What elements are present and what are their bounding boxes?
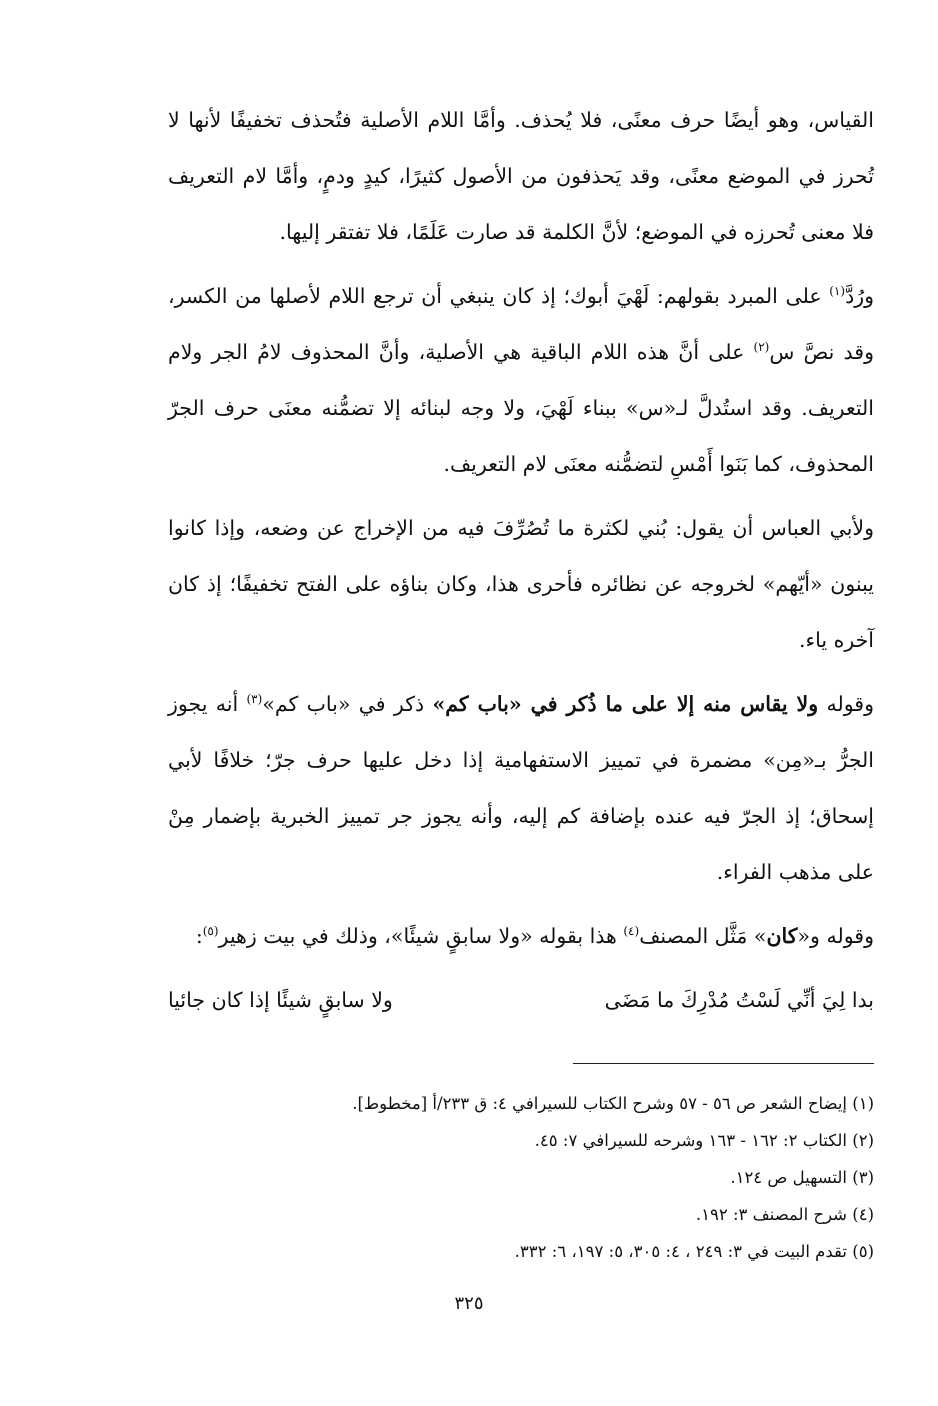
page-number: ٣٢٥ bbox=[454, 1293, 484, 1314]
paragraph-2-mid: على المبرد بقولهم: لَهْيَ أبوك؛ إذ كان ينبغي أن ترجع اللام لأصلها من الكسر، وقد نصَّ س bbox=[168, 284, 874, 364]
paragraph-2 bbox=[168, 268, 874, 492]
footnote-ref-1[interactable]: (١) bbox=[829, 284, 846, 299]
paragraph-1: القياس، وهو أيضًا حرف معنًى، فلا يُحذف. وأمَّا اللام الأصلية فتُحذف تخفيفًا لأنها لا تُحرز في الموضع معنًى، وقد يَحذفون من الأصول كثيرًا، كيدٍ ودمٍ، وأمَّا لام التعريف فلا معنى تُحرزه في الموضع؛ لأنَّ الكلمة قد صارت عَلَمًا، فلا تفتقر إليها. bbox=[168, 108, 874, 244]
verse-second-hemistich: ولا سابقٍ شيئًا إذا كان جائيا bbox=[168, 988, 393, 1012]
footnote-ref-5[interactable]: (٥) bbox=[202, 924, 219, 939]
paragraph-5-start: وقوله و« bbox=[797, 924, 874, 948]
footnote-separator bbox=[573, 1063, 874, 1064]
footnote-ref-3[interactable]: (٣) bbox=[246, 692, 263, 707]
paragraph-4-start: وقوله bbox=[818, 692, 875, 716]
footnote-4: (٤) شرح المصنف ٣: ١٩٢. bbox=[695, 1205, 874, 1224]
footnote-3: (٣) التسهيل ص ١٢٤. bbox=[730, 1168, 874, 1187]
paragraph-2-start: ورُدَّ bbox=[845, 284, 874, 308]
paragraph-5-mid1: » مَثَّل المصنف bbox=[639, 924, 767, 948]
paragraph-4-rest: أنه يجوز الجرُّ بـ«مِن» مضمرة في تمييز الاستفهامية إذا دخل عليها حرف جرّ؛ خلافًا لأبي إسحاق؛ إذ الجرّ فيه عنده بإضافة كم إليه، وأنه يجوز جر تمييز الخبرية بإضمار مِنْ على مذهب الفراء. bbox=[168, 692, 874, 884]
footnote-5: (٥) تقدم البيت في ٣: ٢٤٩ ، ٤: ٣٠٥، ٥: ١٩٧، ٦: ٣٣٢. bbox=[514, 1242, 874, 1261]
paragraph-4-quote: ولا يقاس منه إلا على ما ذُكر في «باب كم» bbox=[432, 692, 819, 716]
paragraph-2-rest: على أنَّ هذه اللام الباقية هي الأصلية، وأنَّ المحذوف لامُ الجر ولام التعريف. وقد استُدلَّ لـ«س» ببناء لَهْيَ، ولا وجه لبنائه إلا تضمُّنه معنَى حرف الجرّ المحذوف، كما بَنَوا أَمْسِ لتضمُّنه معنَى لام التعريف. bbox=[168, 340, 874, 476]
paragraph-4 bbox=[168, 676, 874, 900]
footnotes bbox=[168, 1085, 874, 1270]
poetry-verse bbox=[168, 972, 874, 1028]
verse-first-hemistich: بدا لِيَ أنِّي لَسْتُ مُدْرِكَ ما مَضَى bbox=[604, 988, 874, 1012]
paragraph-5-mid2: هذا بقوله «ولا سابقٍ شيئًا»، وذلك في بيت زهير bbox=[218, 924, 624, 948]
paragraph-4-mid: ذكر في «باب كم» bbox=[262, 692, 433, 716]
footnote-1: (١) إيضاح الشعر ص ٥٦ - ٥٧ وشرح الكتاب للسيرافي ٤: ق ٢٣٣/أ [مخطوط]. bbox=[352, 1094, 874, 1113]
footnote-ref-4[interactable]: (٤) bbox=[623, 924, 640, 939]
footnote-ref-2[interactable]: (٢) bbox=[753, 340, 770, 355]
paragraph-3: ولأبي العباس أن يقول: بُني لكثرة ما تُصُرِّفَ فيه من الإخراج عن وضعه، وإذا كانوا يبنون «أيّهم» لخروجه عن نظائره فأحرى هذا، وكان بناؤه على الفتح تخفيفًا؛ إذ كان آخره ياء. bbox=[168, 516, 874, 652]
main-text bbox=[168, 92, 874, 1028]
paragraph-5 bbox=[168, 908, 874, 964]
paragraph-5-keyword: كان bbox=[766, 924, 798, 948]
paragraph-5-end: : bbox=[195, 924, 203, 948]
footnote-2: (٢) الكتاب ٢: ١٦٢ - ١٦٣ وشرحه للسيرافي ٧: ٤٥. bbox=[534, 1131, 874, 1150]
